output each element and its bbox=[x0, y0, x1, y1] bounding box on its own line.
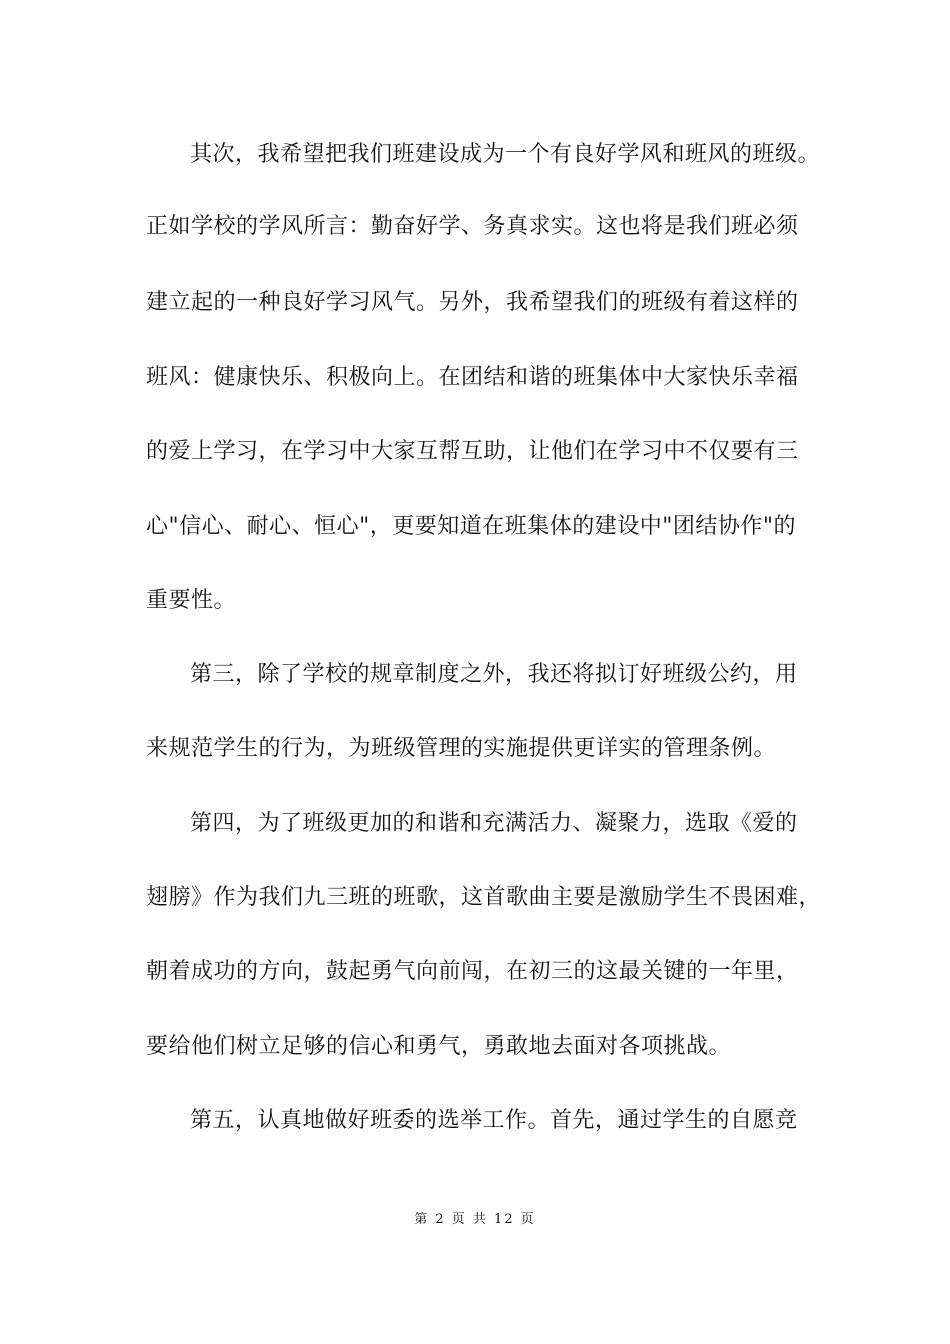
text-line-14: 第五，认真地做好班委的选举工作。首先，通过学生的自愿竞 bbox=[190, 1108, 798, 1133]
text-line-3: 建立起的一种良好学习风气。另外，我希望我们的班级有着这样的 bbox=[146, 290, 799, 315]
page-footer: 第 2 页 共 12 页 bbox=[414, 1212, 536, 1227]
text-line-11: 翅膀》作为我们九三班的班歌，这首歌曲主要是激励学生不畏困难， bbox=[146, 885, 822, 910]
text-line-8: 第三，除了学校的规章制度之外，我还将拟订好班级公约，用 bbox=[190, 662, 798, 687]
text-line-9: 来规范学生的行为，为班级管理的实施提供更详实的管理条例。 bbox=[146, 736, 777, 761]
text-line-1: 其次，我希望把我们班建设成为一个有良好学风和班风的班级。 bbox=[190, 142, 821, 167]
text-line-13: 要给他们树立足够的信心和勇气，勇敢地去面对各项挑战。 bbox=[146, 1034, 732, 1059]
text-line-7: 重要性。 bbox=[146, 588, 237, 613]
text-line-5: 的爱上学习，在学习中大家互帮互助，让他们在学习中不仅要有三 bbox=[146, 439, 799, 464]
text-line-6: 心"信心、耐心、恒心"，更要知道在班集体的建设中"团结协作"的 bbox=[146, 514, 796, 539]
text-line-10: 第四，为了班级更加的和谐和充满活力、凝聚力，选取《爱的 bbox=[190, 811, 798, 836]
text-line-12: 朝着成功的方向，鼓起勇气向前闯，在初三的这最关键的一年里， bbox=[146, 959, 799, 984]
text-line-4: 班风：健康快乐、积极向上。在团结和谐的班集体中大家快乐幸福 bbox=[146, 365, 799, 390]
text-line-2: 正如学校的学风所言：勤奋好学、务真求实。这也将是我们班必须 bbox=[146, 214, 799, 239]
